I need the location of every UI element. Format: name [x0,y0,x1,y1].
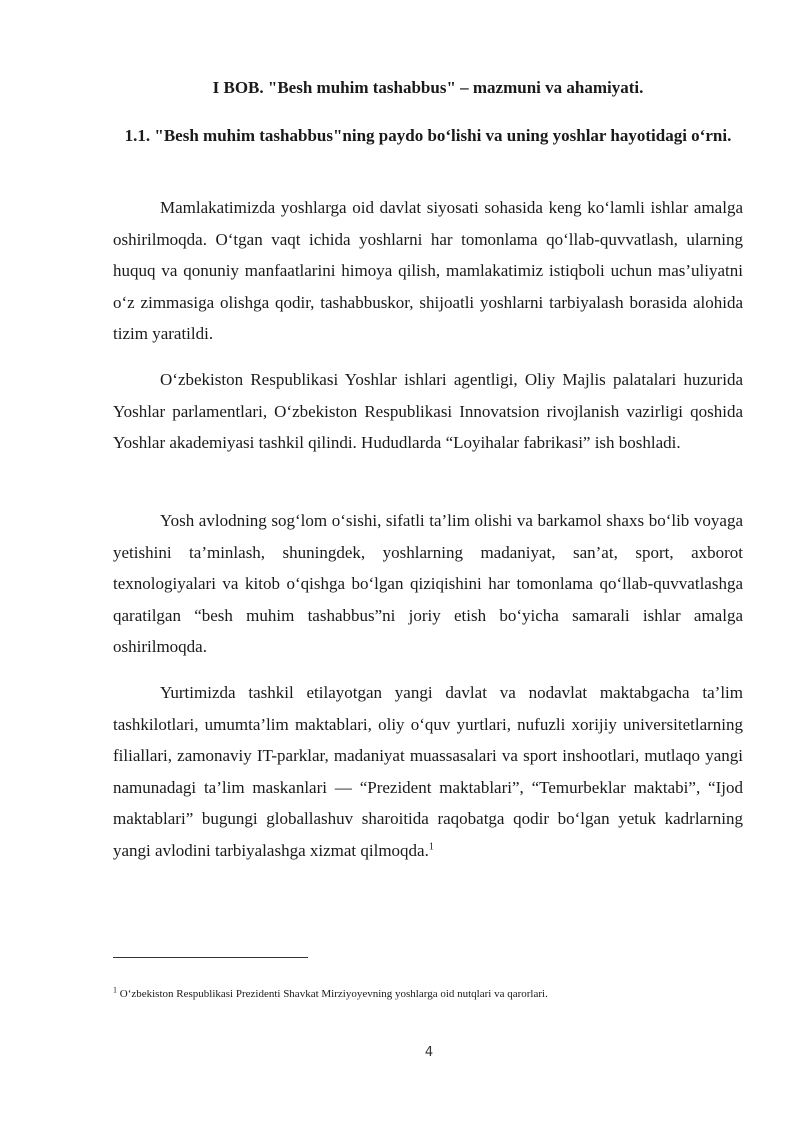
paragraph-2: O‘zbekiston Respublikasi Yoshlar ishlari agentligi, Oliy Majlis palatalari huzurida Yoshlar parlamentlari, O‘zbekiston Respublikasi Innovatsion rivojlanish vazirligi qoshida Yoshlar akademiyasi tashkil qilindi. Hududlarda “Loyihalar fabrikasi” ish boshladi. [113,370,743,453]
paragraph-3: Yosh avlodning sog‘lom o‘sishi, sifatli ta’lim olishi va barkamol shaxs bo‘lib voyaga yetishini ta’minlash, shuningdek, yoshlarning madaniyat, san’at, sport, axborot texnologiyalari va kitob o‘qishga bo‘lgan qiziqishini har tomonlama qo‘llab-quvvatlashga qaratilgan “besh muhim tashabbus”ni joriy etish bo‘yicha samarali ishlar amalga oshirilmoqda. [113,511,743,657]
footnote-text: O‘zbekiston Respublikasi Prezidenti Shavkat Mirziyoyevning yoshlarga oid nutqlari va qarorlari. [119,988,548,1000]
footnote [113,986,743,1002]
paragraph-1: Mamlakatimizda yoshlarga oid davlat siyosati sohasida keng ko‘lamli ishlar amalga oshirilmoqda. O‘tgan vaqt ichida yoshlarni har tomonlama qo‘llab-quvvatlash, ularning huquq va qonuniy manfaatlarini himoya qilish, mamlakatimiz istiqboli uchun mas’uliyatni o‘z zimmasiga olishga qodir, tashabbuskor, shijoatli yoshlarni tarbiyalash borasida alohida tizim yaratildi. [113,198,743,344]
footnote-separator [113,957,308,958]
page-number: 4 [424,1045,434,1060]
section-title: 1.1. "Besh muhim tashabbus"ning paydo bo‘lishi va uning yoshlar hayotidagi o‘rni. [124,126,732,145]
paragraph-4-text: Yurtimizda tashkil etilayotgan yangi davlat va nodavlat maktabgacha ta’lim tashkilotlari, umumta’lim maktablari, oliy o‘quv yurtlari, nufuzli xorijiy universitetlarning filiallari, zamonaviy IT-parklar, madaniyat muassasalari va sport inshootlari, mutlaqo yangi namunadagi ta’lim maskanlari — “Prezident maktablari”, “Temurbeklar maktabi”, “Ijod maktablari” bugungi globallashuv sharoitida raqobatga qodir bo‘lgan yetuk kadrlarning yangi avlodini tarbiyalashga xizmat qilmoqda. [113,683,743,860]
footnote-reference[interactable]: 1 [428,841,434,853]
chapter-title: I BOB. "Besh muhim tashabbus" – mazmuni va ahamiyati. [212,78,644,97]
paragraph-4 [113,677,743,867]
footnote-number: 1 [113,985,117,995]
